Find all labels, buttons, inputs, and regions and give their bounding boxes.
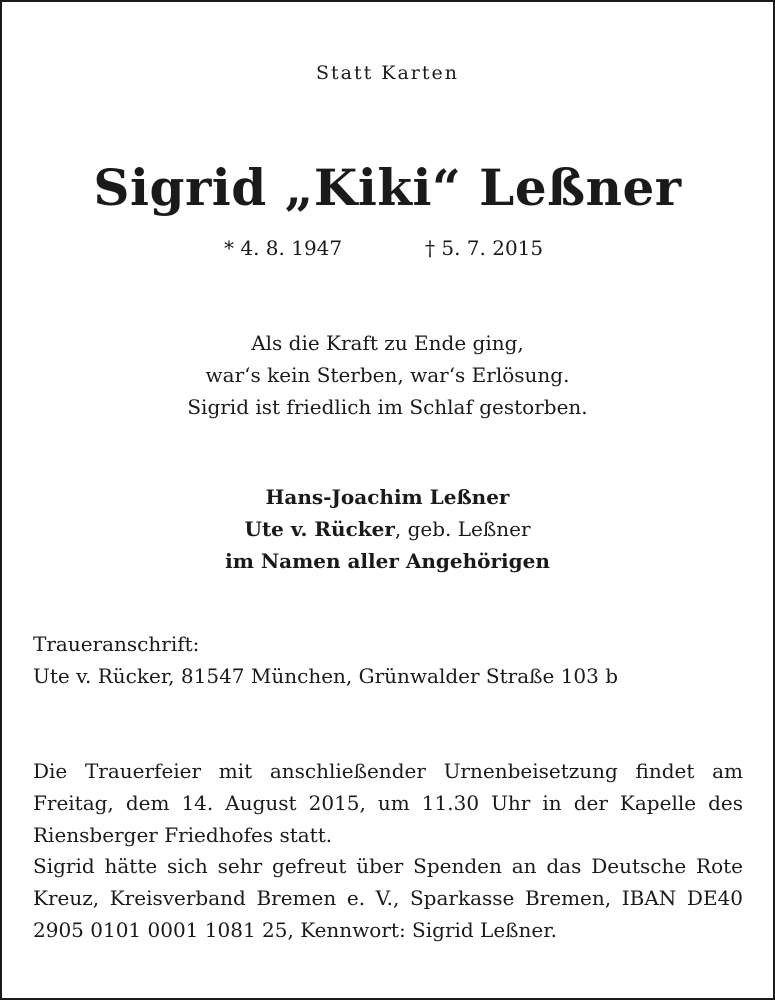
notice-header: Statt Karten — [315, 62, 459, 84]
address-value: Ute v. Rücker, 81547 München, Grünwalder Straße 103 b — [33, 664, 619, 688]
birth-date: * 4. 8. 1947 — [224, 236, 343, 260]
mourning-address — [33, 628, 743, 692]
signer-3: im Namen aller Angehörigen — [225, 549, 550, 573]
poem — [0, 327, 775, 423]
signer-2 — [0, 513, 775, 545]
poem-line: Sigrid ist friedlich im Schlaf gestorben. — [187, 395, 588, 419]
signer-2-suffix: , geb. Leßner — [394, 517, 531, 541]
poem-line: Als die Kraft zu Ende ging, — [251, 331, 524, 355]
signer-1: Hans-Joachim Leßner — [265, 485, 510, 509]
poem-line: war‘s kein Sterben, war‘s Erlösung. — [205, 363, 570, 387]
death-date: † 5. 7. 2015 — [425, 236, 544, 260]
signer-2-name: Ute v. Rücker — [244, 517, 395, 541]
donation-paragraph: Sigrid hätte sich sehr gefreut über Spenden an das Deutsche Rote Kreuz, Kreisverband Bremen e. V., Sparkasse Bremen, IBAN DE40 2905 0101 0001 1081 25, Kennwort: Sigrid Leßner. — [33, 854, 743, 942]
ceremony-paragraph: Die Trauerfeier mit anschließender Urnenbeisetzung findet am Freitag, dem 14. August 2015, um 11.30 Uhr in der Kapelle des Riensberger Friedhofes statt. — [33, 759, 743, 847]
address-label: Traueranschrift: — [33, 632, 200, 656]
signers — [0, 481, 775, 577]
deceased-name: Sigrid „Kiki“ Leßner — [93, 158, 682, 217]
